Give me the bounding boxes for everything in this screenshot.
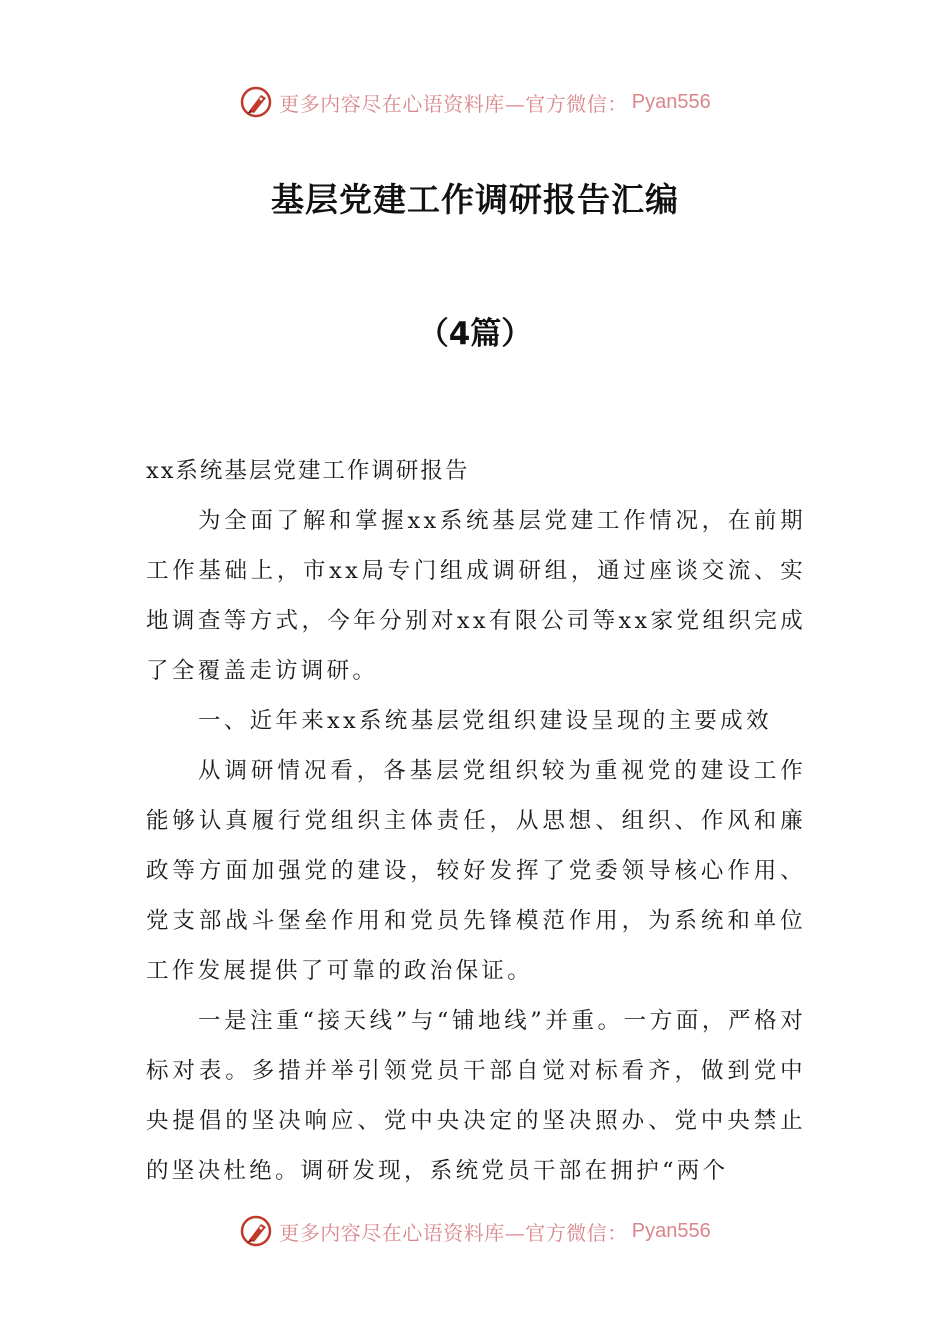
report-heading: xx系统基层党建工作调研报告 bbox=[146, 458, 470, 484]
watermark-text: 更多内容尽在心语资料库—官方微信： bbox=[279, 1220, 628, 1245]
watermark-header bbox=[0, 82, 950, 122]
pen-nib-logo-icon bbox=[239, 1213, 275, 1249]
section-heading-1: 一、近年来xx系统基层党组织建设呈现的主要成效 bbox=[198, 708, 772, 734]
paragraph-results: 从调研情况看，各基层党组织较为重视党的建设工作能够认真履行党组织主体责任，从思想、组织、作风和廉政等方面加强党的建设，较好发挥了党委领导核心作用、党支部战斗堡垒作用和党员先锋模范作用，为系统和单位工作发展提供了可靠的政治保证。 bbox=[146, 758, 806, 984]
watermark-wechat-id: Pyan556 bbox=[631, 1219, 711, 1242]
paragraph-point-1: 一是注重“接天线”与“铺地线”并重。一方面，严格对标对表。多措并举引领党员干部自觉对标看齐，做到党中央提倡的坚决响应、党中央决定的坚决照办、党中央禁止的坚决杜绝。调研发现，系统党员干部在拥护“两个 bbox=[146, 1008, 806, 1184]
document-subtitle: （4篇） bbox=[417, 316, 533, 352]
watermark-text: 更多内容尽在心语资料库—官方微信： bbox=[279, 91, 628, 116]
document-body bbox=[146, 446, 806, 1196]
paragraph-intro: 为全面了解和掌握xx系统基层党建工作情况，在前期工作基础上，市xx局专门组成调研组，通过座谈交流、实地调查等方式，今年分别对xx有限公司等xx家党组织完成了全覆盖走访调研。 bbox=[146, 508, 806, 684]
watermark-wechat-id: Pyan556 bbox=[631, 90, 711, 113]
watermark-footer bbox=[0, 1211, 950, 1251]
pen-nib-logo-icon bbox=[239, 84, 275, 120]
document-title: 基层党建工作调研报告汇编 bbox=[271, 180, 679, 219]
